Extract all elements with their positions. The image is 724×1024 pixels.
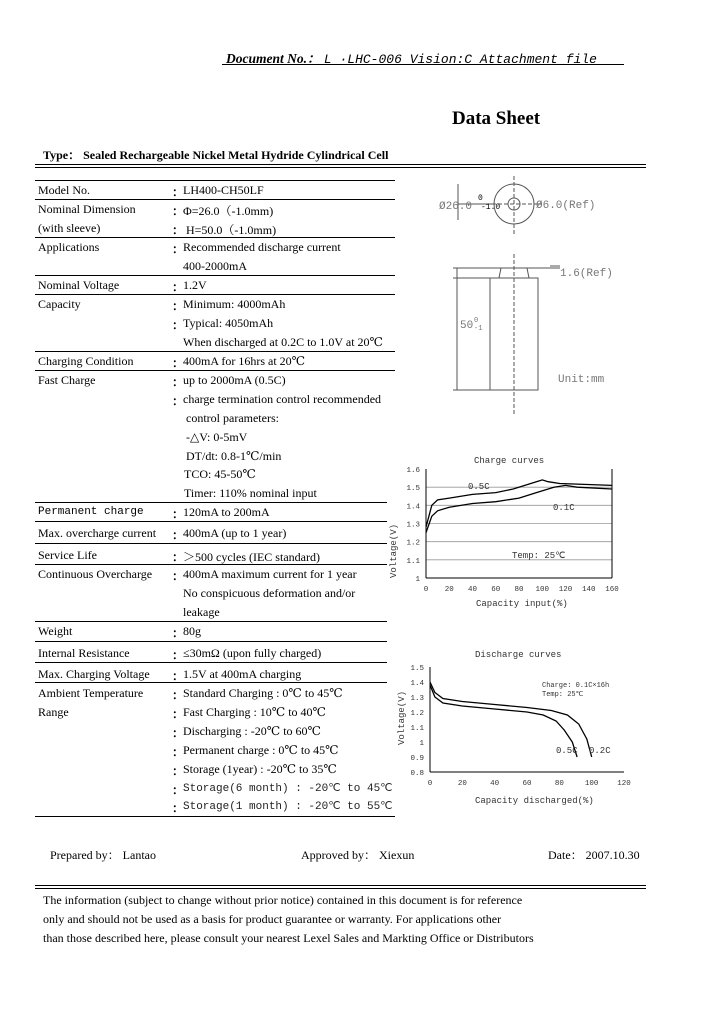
colon: ： xyxy=(172,550,185,564)
max-overcharge-label: Max. overcharge current xyxy=(38,526,157,540)
colon: ： xyxy=(172,569,185,583)
row-divider xyxy=(35,370,395,371)
fast-charging-temp: Fast Charging : 10℃ to 40℃ xyxy=(183,705,326,719)
row-divider xyxy=(35,682,387,683)
x-tick-label: 60 xyxy=(522,780,532,788)
continuous-overcharge-label: Continuous Overcharge xyxy=(38,567,153,581)
y-tick-label: 1.6 xyxy=(406,467,420,475)
colon: ： xyxy=(172,745,185,759)
colon: ： xyxy=(172,280,185,294)
y-tick-label: 1.5 xyxy=(406,485,420,494)
series-label-0.5C: 0.5C xyxy=(556,746,578,756)
y-tick-label: 1.5 xyxy=(410,665,424,673)
header-divider-bottom xyxy=(35,167,646,168)
chart-title: Discharge curves xyxy=(475,650,562,660)
max-charging-voltage-value: 1.5V at 400mA charging xyxy=(183,667,302,681)
range-label: Range xyxy=(38,705,69,719)
x-tick-labels xyxy=(424,586,620,594)
capacity-typical: Typical: 4050mAh xyxy=(183,316,274,330)
footer-divider-bottom xyxy=(35,888,646,889)
diameter-tolerance-bottom: -1.0 xyxy=(481,203,501,212)
y-tick-label: 0.8 xyxy=(410,770,424,778)
model-value: LH400-CH50LF xyxy=(183,183,264,197)
colon: ： xyxy=(172,242,185,256)
colon: ： xyxy=(172,648,185,662)
capacity-label: Capacity xyxy=(38,297,81,311)
weight-value: 80g xyxy=(183,624,201,638)
dimension-label: Nominal Dimension xyxy=(38,202,136,216)
y-tick-label: 1.2 xyxy=(406,539,420,548)
notice-line-1: The information (subject to change without prior notice) contained in this document is for reference xyxy=(43,893,523,907)
colon: ： xyxy=(172,707,185,721)
x-tick-label: 100 xyxy=(535,586,550,594)
header-divider-top xyxy=(35,164,646,165)
discharge-chart xyxy=(384,645,634,810)
continuous-overcharge-leakage: leakage xyxy=(183,605,220,619)
storage-6month-temp: Storage(6 month) : -20℃ to 45℃ xyxy=(183,783,393,795)
terminal-diameter-label: Ø6.0(Ref) xyxy=(536,200,596,212)
document-number-value: L ·LHC-006 Vision:C Attachment file xyxy=(323,52,597,67)
row-divider xyxy=(35,641,387,642)
colon: ： xyxy=(172,764,185,778)
weight-label: Weight xyxy=(38,624,73,638)
document-number-underline xyxy=(222,64,624,65)
footer-divider-top xyxy=(35,885,646,886)
y-tick-label: 1.2 xyxy=(410,710,424,718)
x-tick-label: 160 xyxy=(605,586,619,594)
prepared-by xyxy=(50,846,156,863)
series-label-0.1C: 0.1C xyxy=(553,503,575,513)
x-tick-label: 80 xyxy=(554,780,564,788)
row-divider xyxy=(35,502,387,503)
permanent-charge-value: 120mA to 200mA xyxy=(183,505,270,519)
y-axis-label: Voltage(V) xyxy=(397,690,407,745)
series-label-0.5C: 0.5C xyxy=(468,482,490,492)
height-tolerance-bottom: -1 xyxy=(474,325,483,333)
y-tick-label: 1.3 xyxy=(410,695,424,703)
date xyxy=(548,846,640,863)
notice-line-3: than those described here, please consult your nearest Lexel Sales and Markting Office or Distributors xyxy=(43,931,534,945)
colon: ： xyxy=(172,783,185,797)
approved-by xyxy=(301,846,414,863)
fast-charge-dtdt: DT/dt: 0.8-1℃/min xyxy=(186,449,282,463)
permanent-charge-label: Permanent charge xyxy=(38,506,144,518)
nominal-voltage-label: Nominal Voltage xyxy=(38,278,120,292)
x-axis-label: Capacity discharged(%) xyxy=(475,796,594,806)
y-tick-labels xyxy=(406,467,420,584)
with-sleeve-value: H=50.0（-1.0mm) xyxy=(186,223,277,237)
diameter-tolerance-top: 0 xyxy=(478,194,483,203)
colon: ： xyxy=(172,204,185,218)
height-tolerance-top: 0 xyxy=(474,317,479,325)
capacity-note: When discharged at 0.2C to 1.0V at 20℃ xyxy=(183,335,383,349)
row-divider xyxy=(35,275,395,276)
fast-charge-dv: -△V: 0-5mV xyxy=(186,430,248,444)
row-divider xyxy=(35,521,387,522)
x-tick-label: 120 xyxy=(617,780,631,788)
prepared-by-label: Prepared by： xyxy=(50,848,120,862)
applications-value-2: 400-2000mA xyxy=(183,259,247,273)
colon: ： xyxy=(172,688,185,702)
permanent-charge-temp: Permanent charge : 0℃ to 45℃ xyxy=(183,743,339,757)
internal-resistance-value: ≤30mΩ (upon fully charged) xyxy=(183,646,322,660)
row-divider xyxy=(35,543,387,544)
x-tick-label: 40 xyxy=(490,780,500,788)
colon: ： xyxy=(172,507,185,521)
y-tick-label: 1.1 xyxy=(406,557,420,566)
colon: ： xyxy=(172,801,185,815)
x-tick-label: 40 xyxy=(467,586,478,594)
storage-1month-temp: Storage(1 month) : -20℃ to 55℃ xyxy=(183,801,393,813)
series-line-0.1C xyxy=(426,485,612,532)
x-tick-label: 0 xyxy=(423,586,429,594)
row-divider xyxy=(35,237,395,238)
standard-charging-temp: Standard Charging : 0℃ to 45℃ xyxy=(183,686,343,700)
y-axis-label: Voltage(V) xyxy=(389,523,399,578)
height-label: 50 xyxy=(460,320,474,332)
model-label: Model No. xyxy=(38,183,90,197)
row-divider xyxy=(35,621,387,622)
cell-drawing xyxy=(400,170,640,420)
applications-value: Recommended discharge current xyxy=(183,240,341,254)
notice-line-2: only and should not be used as a basis for product guarantee or warranty. For applications other xyxy=(43,912,502,926)
type-label: Type： xyxy=(43,148,81,162)
unit-label: Unit:mm xyxy=(558,374,605,386)
x-tick-label: 80 xyxy=(514,586,524,594)
colon: ： xyxy=(172,394,185,408)
type-value: Sealed Rechargeable Nickel Metal Hydride Cylindrical Cell xyxy=(83,148,389,162)
fast-charge-termination: charge termination control recommended xyxy=(183,392,382,406)
applications-label: Applications xyxy=(38,240,100,254)
y-tick-label: 1.4 xyxy=(410,680,424,688)
charging-condition-label: Charging Condition xyxy=(38,354,134,368)
approved-by-label: Approved by： xyxy=(301,848,376,862)
row-divider xyxy=(35,351,395,352)
charge-annotation: Charge: 0.1C×16h xyxy=(542,682,610,690)
temperature-annotation: Temp: 25℃ xyxy=(512,551,566,561)
service-life-label: Service Life xyxy=(38,548,97,562)
continuous-overcharge-value: 400mA maximum current for 1 year xyxy=(183,567,357,581)
discharging-temp: Discharging : -20℃ to 60℃ xyxy=(183,724,321,738)
row-divider xyxy=(35,564,387,565)
with-sleeve-label: (with sleeve) xyxy=(38,221,101,235)
page-title: Data Sheet xyxy=(452,108,541,129)
x-tick-label: 0 xyxy=(427,780,433,788)
chart-title: Charge curves xyxy=(474,456,545,466)
row-divider xyxy=(35,199,395,200)
fast-charge-tco: TCO: 45-50℃ xyxy=(184,467,256,481)
row-divider xyxy=(35,816,395,817)
y-tick-labels xyxy=(410,665,424,778)
storage-1year-temp: Storage (1year) : -20℃ to 35℃ xyxy=(183,762,337,776)
charging-condition-value: 400mA for 16hrs at 20℃ xyxy=(183,354,306,368)
y-tick-label: 1 xyxy=(419,740,424,748)
prepared-by-value: Lantao xyxy=(122,848,156,862)
internal-resistance-label: Internal Resistance xyxy=(38,646,130,660)
colon: ： xyxy=(172,726,185,740)
fast-charge-timer: Timer: 110% nominal input xyxy=(184,486,317,500)
nominal-voltage-value: 1.2V xyxy=(183,278,207,292)
colon: ： xyxy=(172,185,185,199)
y-tick-label: 0.9 xyxy=(410,755,424,763)
x-tick-label: 20 xyxy=(444,586,454,594)
x-tick-label: 100 xyxy=(584,780,599,788)
series-label-0.2C: 0.2C xyxy=(589,746,611,756)
y-tick-label: 1.1 xyxy=(410,725,424,733)
continuous-overcharge-note: No conspicuous deformation and/or xyxy=(183,586,356,600)
fast-charge-value: up to 2000mA (0.5C) xyxy=(183,373,286,387)
max-charging-voltage-label: Max. Charging Voltage xyxy=(38,667,150,681)
document-number-label: Document No.： xyxy=(226,51,321,66)
fast-charge-label: Fast Charge xyxy=(38,373,96,387)
colon: ： xyxy=(172,223,185,237)
colon: ： xyxy=(172,356,185,370)
approved-by-value: Xiexun xyxy=(379,848,415,862)
capacity-minimum: Minimum: 4000mAh xyxy=(183,297,286,311)
x-tick-label: 120 xyxy=(558,586,573,594)
x-axis-label: Capacity input(%) xyxy=(476,599,568,609)
x-tick-label: 140 xyxy=(581,586,596,594)
cap-height-label: 1.6(Ref) xyxy=(560,268,613,280)
colon: ： xyxy=(172,375,185,389)
colon: ： xyxy=(172,669,185,683)
diameter-label: Ø26.0 xyxy=(439,201,473,213)
colon: ： xyxy=(172,528,185,542)
charge-chart xyxy=(384,450,634,615)
colon: ： xyxy=(172,318,185,332)
y-tick-label: 1 xyxy=(415,576,420,584)
x-tick-labels xyxy=(428,780,632,788)
x-tick-label: 60 xyxy=(491,586,501,594)
date-label: Date： xyxy=(548,848,583,862)
row-divider xyxy=(35,662,387,663)
x-tick-label: 20 xyxy=(457,780,467,788)
date-value: 2007.10.30 xyxy=(585,848,640,862)
fast-charge-parameters: control parameters: xyxy=(186,411,279,425)
chart-series xyxy=(426,480,612,533)
y-tick-label: 1.3 xyxy=(406,521,420,530)
row-divider xyxy=(35,294,395,295)
cell-type xyxy=(43,146,388,163)
colon: ： xyxy=(172,626,185,640)
colon: ： xyxy=(172,299,185,313)
max-overcharge-value: 400mA (up to 1 year) xyxy=(183,526,287,540)
service-life-value: ＞500 cycles (IEC standard) xyxy=(183,550,320,564)
ambient-temperature-label: Ambient Temperature xyxy=(38,686,144,700)
temperature-annotation: Temp: 25℃ xyxy=(542,691,584,699)
dimension-value: Φ=26.0（-1.0mm) xyxy=(183,204,274,218)
row-divider xyxy=(35,180,395,181)
y-tick-label: 1.4 xyxy=(406,503,420,512)
